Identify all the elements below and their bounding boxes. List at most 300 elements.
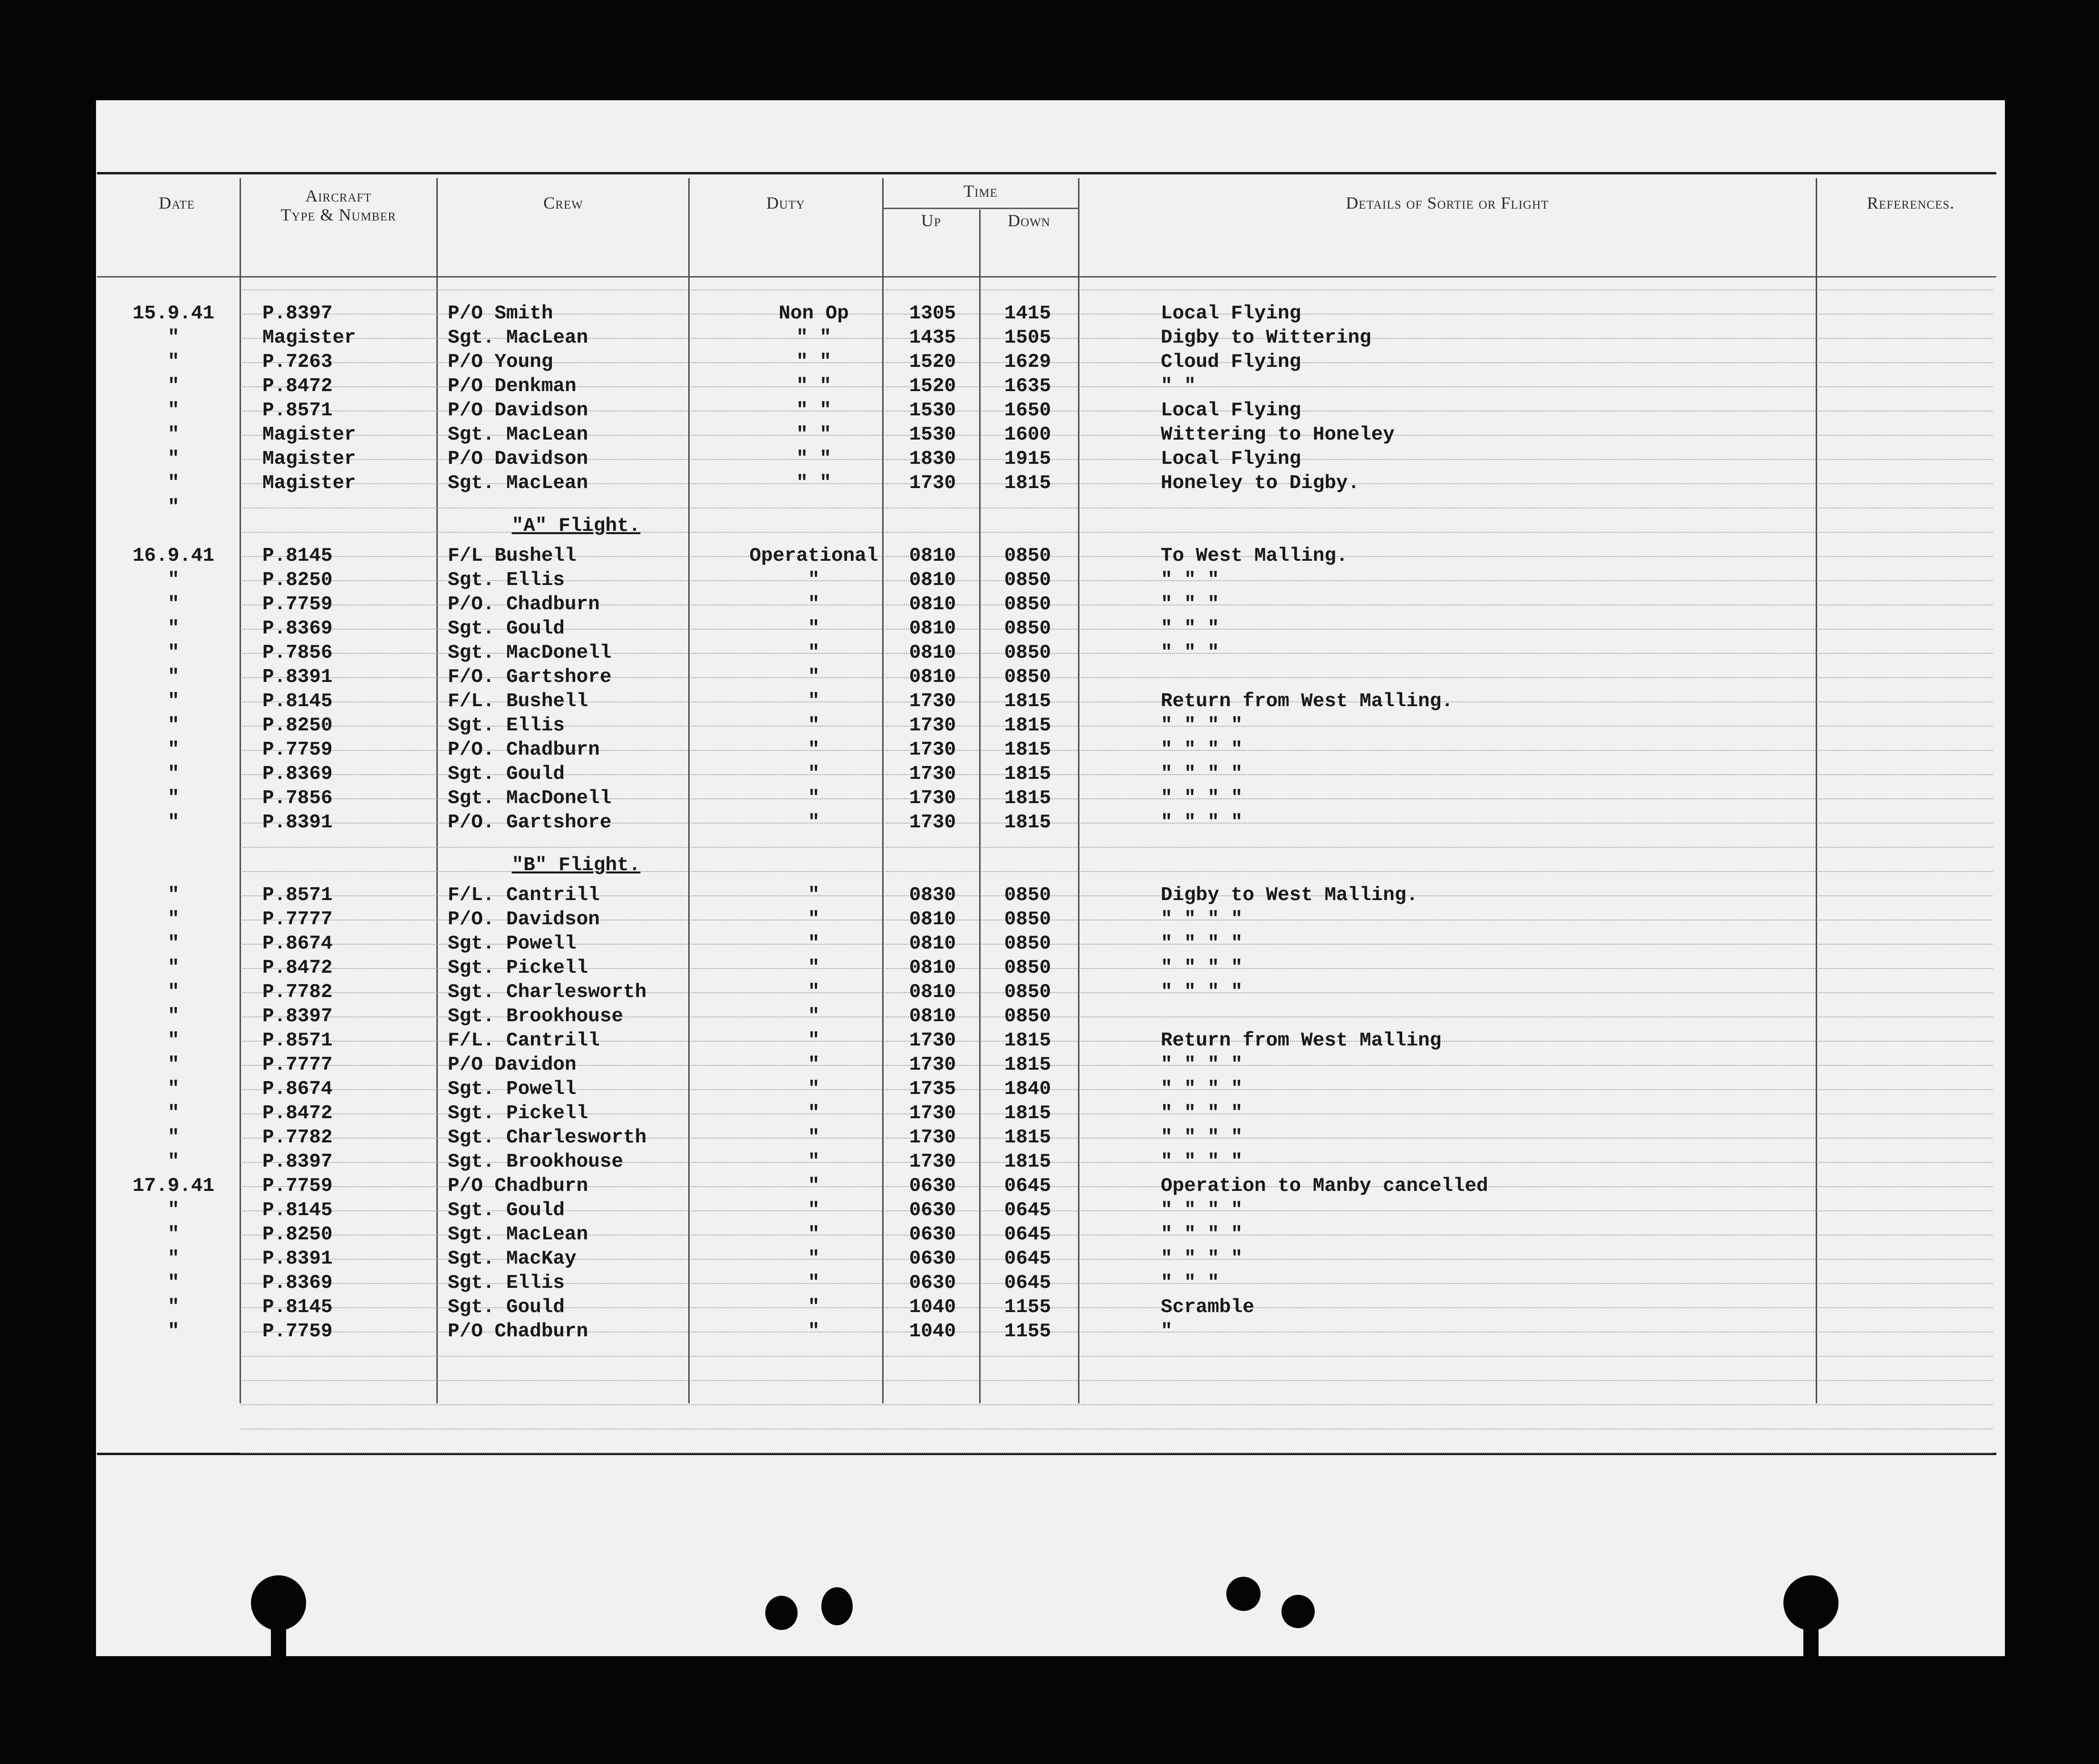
cell-aircraft [262, 520, 453, 544]
cell-details: Digby to Wittering [1161, 327, 1371, 349]
cell-aircraft: P.8369 [262, 763, 333, 785]
cell-aircraft: Magister [262, 424, 356, 446]
binder-hole-right [1783, 1575, 1839, 1630]
cell-aircraft: P.8571 [262, 400, 333, 422]
cell-down: 1815 [1004, 715, 1051, 737]
cell-aircraft: Magister [262, 327, 356, 349]
cell-duty: " [808, 618, 820, 640]
cell-crew: Sgt. Powell [448, 933, 577, 955]
cell-crew: F/L. Cantrill [448, 1030, 600, 1052]
cell-up: 1520 [909, 351, 956, 373]
cell-details: " [1161, 1321, 1173, 1342]
log-row [96, 665, 2005, 690]
log-row [96, 690, 2005, 714]
log-row [96, 302, 2005, 326]
cell-duty [714, 520, 914, 544]
cell-duty: " [808, 812, 820, 834]
log-row [96, 520, 2005, 544]
cell-duty: " [808, 1224, 820, 1246]
cell-up: 1040 [909, 1296, 956, 1318]
log-row [96, 908, 2005, 932]
cell-date: " [167, 787, 180, 809]
cell-crew: P/O Young [448, 351, 553, 373]
cell-details: Digby to West Malling. [1161, 884, 1418, 906]
cell-details: " " " [1161, 569, 1220, 591]
log-row [96, 1174, 2005, 1198]
log-row [96, 1005, 2005, 1029]
cell-down [980, 859, 1075, 883]
cell-aircraft: P.8250 [262, 1224, 333, 1246]
log-row [96, 496, 2005, 520]
cell-crew: Sgt. MacDonell [448, 787, 612, 809]
cell-duty: " [808, 1199, 820, 1221]
cell-duty: Operational [749, 545, 878, 567]
cell-date: " [167, 1199, 180, 1221]
cell-down: 1815 [1004, 1151, 1051, 1173]
cell-aircraft: P.8250 [262, 569, 333, 591]
cell-crew: Sgt. Gould [448, 763, 565, 785]
log-row [96, 374, 2005, 399]
cell-date: " [167, 1224, 180, 1246]
log-row [96, 399, 2005, 423]
cell-aircraft: P.8571 [262, 884, 333, 906]
punch-hole [1281, 1595, 1315, 1628]
cell-duty: " " [796, 351, 831, 373]
cell-details: " " " " [1161, 909, 1243, 930]
cell-crew: Sgt. Ellis [448, 569, 565, 591]
cell-aircraft: P.8472 [262, 375, 333, 397]
ruled-line [241, 1404, 1993, 1405]
cell-down: 0850 [1004, 666, 1051, 688]
cell-down: 1815 [1004, 472, 1051, 494]
cell-down: 0850 [1004, 1006, 1051, 1027]
cell-crew: Sgt. MacDonell [448, 642, 612, 664]
cell-date [119, 859, 228, 883]
cell-down: 0645 [1004, 1224, 1051, 1246]
cell-up: 1520 [909, 375, 956, 397]
cell-duty: " [808, 957, 820, 979]
cell-details: Honeley to Digby. [1161, 472, 1360, 494]
log-row [96, 447, 2005, 471]
cell-date: " [167, 690, 180, 712]
cell-crew: F/L Bushell [448, 545, 577, 567]
cell-down: 0850 [1004, 642, 1051, 664]
log-row [96, 1320, 2005, 1344]
cell-details: Local Flying [1161, 448, 1301, 470]
cell-duty: " [808, 1272, 820, 1294]
cell-up: 0630 [909, 1248, 956, 1270]
cell-details: " " " " [1161, 981, 1243, 1003]
cell-details [1161, 1005, 1888, 1029]
cell-date: " [167, 1248, 180, 1270]
ruled-line [241, 1356, 1993, 1357]
cell-up: 0810 [909, 594, 956, 615]
cell-date: " [167, 763, 180, 785]
cell-aircraft: P.8391 [262, 1248, 333, 1270]
cell-details: " " " [1161, 1272, 1220, 1294]
cell-down: 1815 [1004, 1127, 1051, 1149]
cell-duty: " [808, 981, 820, 1003]
header-crew: Crew [543, 193, 583, 212]
cell-duty: " [808, 787, 820, 809]
cell-down: 1815 [1004, 787, 1051, 809]
cell-aircraft: P.8369 [262, 1272, 333, 1294]
cell-crew: Sgt. Brookhouse [448, 1006, 624, 1027]
cell-date: " [167, 1151, 180, 1173]
cell-down: 1815 [1004, 690, 1051, 712]
cell-up: 1730 [909, 1054, 956, 1076]
cell-aircraft: P.8571 [262, 1030, 333, 1052]
cell-down: 1650 [1004, 400, 1051, 422]
cell-up [885, 835, 980, 859]
cell-duty: " [808, 1296, 820, 1318]
cell-date: " [167, 424, 180, 446]
cell-details: Local Flying [1161, 400, 1301, 422]
log-row [96, 956, 2005, 980]
log-row [96, 471, 2005, 496]
cell-up [885, 496, 980, 520]
header-details: Details of Sortie or Flight [1346, 193, 1549, 212]
cell-down: 1840 [1004, 1078, 1051, 1100]
log-row [96, 762, 2005, 786]
cell-up: 0810 [909, 642, 956, 664]
cell-aircraft: P.8145 [262, 1296, 333, 1318]
cell-date [119, 835, 228, 859]
cell-down [980, 520, 1075, 544]
cell-details: " " " " [1161, 1102, 1243, 1124]
cell-duty: " [808, 1102, 820, 1124]
cell-down: 1815 [1004, 812, 1051, 834]
cell-duty: " " [796, 472, 831, 494]
cell-aircraft: P.8674 [262, 933, 333, 955]
cell-date: " [167, 981, 180, 1003]
cell-aircraft: P.8391 [262, 812, 333, 834]
cell-down: 1415 [1004, 303, 1051, 325]
cell-date: " [167, 400, 180, 422]
cell-up: 1435 [909, 327, 956, 349]
log-row [96, 423, 2005, 447]
cell-details [1161, 835, 1888, 859]
log-row [96, 1198, 2005, 1223]
header-date: Date [159, 193, 195, 212]
cell-down: 0645 [1004, 1175, 1051, 1197]
cell-details: " " " " [1161, 1199, 1243, 1221]
log-row [96, 544, 2005, 568]
log-row [96, 1150, 2005, 1174]
cell-duty: " " [796, 400, 831, 422]
cell-aircraft: P.7263 [262, 351, 333, 373]
cell-crew: Sgt. Gould [448, 1296, 565, 1318]
cell-up: 1730 [909, 690, 956, 712]
header-rule [97, 276, 1996, 278]
header-down: Down [1008, 211, 1050, 230]
cell-duty: " " [796, 448, 831, 470]
log-row [96, 1223, 2005, 1247]
header-aircraft-line2: Type & Number [280, 205, 396, 224]
cell-duty: Non Op [779, 303, 849, 325]
cell-up: 1730 [909, 787, 956, 809]
cell-crew: P/O Chadburn [448, 1321, 588, 1342]
log-row [96, 1247, 2005, 1271]
cell-up: 1730 [909, 1127, 956, 1149]
punch-hole [765, 1596, 798, 1630]
cell-down: 0850 [1004, 884, 1051, 906]
cell-aircraft: P.7856 [262, 787, 333, 809]
cell-up: 0810 [909, 909, 956, 930]
cell-down: 0850 [1004, 569, 1051, 591]
cell-date: " [167, 715, 180, 737]
cell-up: 1730 [909, 472, 956, 494]
binder-slot-right [1803, 1625, 1819, 1659]
cell-up: 0810 [909, 545, 956, 567]
cell-crew: Sgt. Brookhouse [448, 1151, 624, 1173]
cell-date: " [167, 1102, 180, 1124]
cell-date: " [167, 909, 180, 930]
cell-details: " " " " [1161, 1054, 1243, 1076]
cell-aircraft: Magister [262, 472, 356, 494]
cell-details: " " " [1161, 618, 1220, 640]
cell-up: 0630 [909, 1175, 956, 1197]
cell-aircraft: P.8472 [262, 1102, 333, 1124]
cell-up [885, 520, 980, 544]
cell-date: " [167, 327, 180, 349]
cell-details: " " " " [1161, 787, 1243, 809]
cell-duty: " [808, 1151, 820, 1173]
cell-date: " [167, 642, 180, 664]
cell-aircraft [262, 496, 453, 520]
cell-duty: " [808, 763, 820, 785]
log-row [96, 593, 2005, 617]
cell-down [980, 835, 1075, 859]
header-time: Time [963, 182, 998, 201]
cell-details: Return from West Malling [1161, 1030, 1442, 1052]
cell-crew: Sgt. Pickell [448, 957, 588, 979]
cell-details: " " " " [1161, 1078, 1243, 1100]
cell-up: 0830 [909, 884, 956, 906]
cell-details [1161, 859, 1888, 883]
log-row [96, 617, 2005, 641]
cell-up: 0810 [909, 933, 956, 955]
cell-details: " " " " [1161, 715, 1243, 737]
cell-down: 1635 [1004, 375, 1051, 397]
cell-up [885, 859, 980, 883]
cell-crew: P/O. Gartshore [448, 812, 612, 834]
cell-date: " [167, 1006, 180, 1027]
cell-date: 16.9.41 [132, 545, 215, 567]
cell-crew [448, 496, 704, 520]
cell-crew: Sgt. MacLean [448, 327, 588, 349]
cell-down: 0850 [1004, 957, 1051, 979]
log-row [96, 641, 2005, 665]
cell-down: 1915 [1004, 448, 1051, 470]
cell-duty [714, 859, 914, 883]
cell-aircraft: P.7777 [262, 1054, 333, 1076]
cell-duty [714, 496, 914, 520]
cell-crew: P/O Davidon [448, 1054, 577, 1076]
cell-up: 1730 [909, 715, 956, 737]
cell-duty: " [808, 909, 820, 930]
punch-hole [821, 1587, 853, 1625]
cell-down: 1815 [1004, 1054, 1051, 1076]
cell-crew: Sgt. Charlesworth [448, 981, 647, 1003]
cell-up: 0810 [909, 569, 956, 591]
cell-details: " " " " [1161, 1248, 1243, 1270]
cell-aircraft: P.7759 [262, 1175, 333, 1197]
cell-date: " [167, 812, 180, 834]
cell-details: " " " " [1161, 957, 1243, 979]
cell-duty: " [808, 739, 820, 761]
cell-crew [448, 520, 704, 544]
cell-crew: Sgt. MacLean [448, 472, 588, 494]
binder-slot-left [271, 1625, 286, 1659]
cell-duty: " " [796, 375, 831, 397]
top-rule [97, 172, 1996, 174]
cell-date: " [167, 1321, 180, 1342]
log-row [96, 811, 2005, 835]
cell-date: " [167, 666, 180, 688]
ruled-line [241, 289, 1993, 290]
cell-up: 0810 [909, 666, 956, 688]
cell-aircraft: P.8397 [262, 1006, 333, 1027]
cell-up: 0810 [909, 981, 956, 1003]
cell-down: 1629 [1004, 351, 1051, 373]
cell-up: 0810 [909, 618, 956, 640]
cell-details: Local Flying [1161, 303, 1301, 325]
cell-crew: Sgt. Gould [448, 618, 565, 640]
cell-up: 1730 [909, 763, 956, 785]
cell-crew: F/L. Bushell [448, 690, 588, 712]
cell-date: " [167, 884, 180, 906]
cell-down: 1815 [1004, 1030, 1051, 1052]
cell-up: 1730 [909, 1102, 956, 1124]
cell-aircraft: P.8145 [262, 1199, 333, 1221]
cell-details [1161, 665, 1888, 690]
cell-crew: Sgt. MacKay [448, 1248, 577, 1270]
cell-crew: Sgt. Ellis [448, 1272, 565, 1294]
cell-aircraft: P.8145 [262, 690, 333, 712]
ruled-line [241, 1428, 1993, 1429]
cell-aircraft: P.8397 [262, 303, 333, 325]
cell-down: 0850 [1004, 545, 1051, 567]
cell-date: " [167, 1272, 180, 1294]
cell-date: " [167, 1030, 180, 1052]
cell-aircraft: P.8145 [262, 545, 333, 567]
cell-details: " " " " [1161, 1224, 1243, 1246]
cell-details [1161, 520, 1888, 544]
time-split-rule [882, 208, 1079, 209]
cell-up: 1830 [909, 448, 956, 470]
cell-down [980, 496, 1075, 520]
ruled-line [241, 1380, 1993, 1381]
cell-date: " [167, 594, 180, 615]
cell-up: 0630 [909, 1224, 956, 1246]
cell-details: " " [1161, 375, 1196, 397]
cell-details: " " " " [1161, 812, 1243, 834]
cell-crew: P/O Denkman [448, 375, 577, 397]
cell-crew: P/O Smith [448, 303, 553, 325]
cell-details: Cloud Flying [1161, 351, 1301, 373]
cell-aircraft: P.8674 [262, 1078, 333, 1100]
log-row [96, 1126, 2005, 1150]
cell-aircraft: P.7759 [262, 739, 333, 761]
cell-up: 0630 [909, 1199, 956, 1221]
cell-down: 1505 [1004, 327, 1051, 349]
cell-crew: P/O. Davidson [448, 909, 600, 930]
cell-details: Scramble [1161, 1296, 1254, 1318]
cell-aircraft: P.8397 [262, 1151, 333, 1173]
cell-aircraft: Magister [262, 448, 356, 470]
cell-up: 0810 [909, 1006, 956, 1027]
cell-crew: P/O Davidson [448, 448, 588, 470]
cell-duty [714, 835, 914, 859]
cell-date: " [167, 375, 180, 397]
cell-down: 1815 [1004, 1102, 1051, 1124]
cell-crew: Sgt. Ellis [448, 715, 565, 737]
cell-crew: Sgt. Charlesworth [448, 1127, 647, 1149]
cell-aircraft: P.8369 [262, 618, 333, 640]
cell-date: " [167, 351, 180, 373]
cell-duty: " [808, 1006, 820, 1027]
cell-duty: " [808, 1248, 820, 1270]
cell-duty: " [808, 690, 820, 712]
cell-date [119, 520, 228, 544]
cell-aircraft: P.8250 [262, 715, 333, 737]
cell-aircraft [262, 835, 453, 859]
cell-down: 1155 [1004, 1296, 1051, 1318]
cell-details: " " " " [1161, 763, 1243, 785]
cell-down: 0850 [1004, 594, 1051, 615]
cell-aircraft: P.7782 [262, 1127, 333, 1149]
cell-aircraft: P.8391 [262, 666, 333, 688]
cell-crew: P/O. Chadburn [448, 594, 600, 615]
log-row [96, 932, 2005, 956]
cell-date: " [167, 1296, 180, 1318]
cell-up: 1730 [909, 1030, 956, 1052]
log-row [96, 883, 2005, 908]
binder-hole-left [251, 1575, 306, 1630]
cell-duty: " [808, 1030, 820, 1052]
cell-duty: " [808, 569, 820, 591]
header-duty: Duty [766, 193, 805, 212]
cell-details: " " " " [1161, 1151, 1243, 1173]
cell-crew: P/O Chadburn [448, 1175, 588, 1197]
cell-details: " " " [1161, 642, 1220, 664]
cell-duty: " [808, 642, 820, 664]
cell-date: " [167, 448, 180, 470]
cell-crew: Sgt. MacLean [448, 1224, 588, 1246]
section-heading-b-flight: "B" Flight. [511, 854, 641, 876]
cell-crew: F/L. Cantrill [448, 884, 600, 906]
cell-details: Operation to Manby cancelled [1161, 1175, 1488, 1197]
cell-details: " " " " [1161, 1127, 1243, 1149]
cell-date: " [167, 1127, 180, 1149]
log-row [96, 1102, 2005, 1126]
cell-date: " [167, 933, 180, 955]
log-row [96, 1077, 2005, 1102]
cell-up: 1040 [909, 1321, 956, 1342]
log-row [96, 1053, 2005, 1077]
cell-date: " [167, 739, 180, 761]
header-up: Up [921, 211, 941, 230]
cell-crew: Sgt. Pickell [448, 1102, 588, 1124]
cell-duty: " [808, 666, 820, 688]
cell-aircraft: P.7759 [262, 1321, 333, 1342]
cell-down: 1600 [1004, 424, 1051, 446]
cell-aircraft: P.7782 [262, 981, 333, 1003]
cell-duty: " [808, 1127, 820, 1149]
cell-duty: " [808, 884, 820, 906]
cell-up: 1730 [909, 812, 956, 834]
